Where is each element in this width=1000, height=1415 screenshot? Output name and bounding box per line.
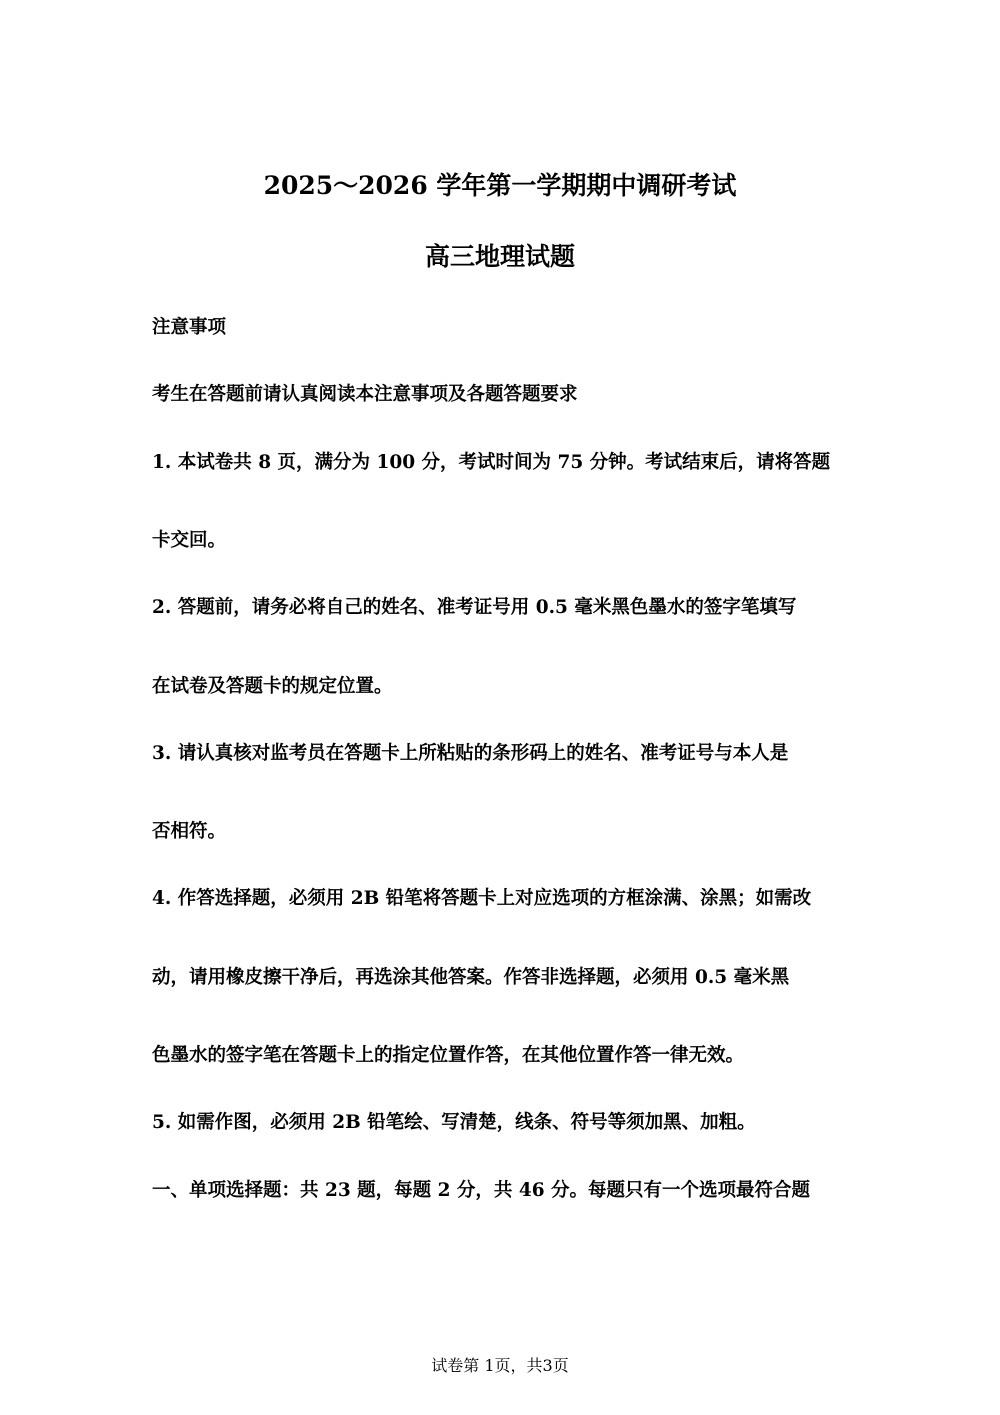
notice-item-line: 4. 作答选择题，必须用 2B 铅笔将答题卡上对应选项的方框涂满、涂黑；如需改 xyxy=(152,888,812,909)
notice-item-line: 卡交回。 xyxy=(152,530,227,551)
notice-item-line: 在试卷及答题卡的规定位置。 xyxy=(152,676,393,697)
section-heading: 一、单项选择题：共 23 题，每题 2 分，共 46 分。每题只有一个选项最符合题 xyxy=(152,1180,811,1201)
notice-item-line: 色墨水的签字笔在答题卡上的指定位置作答，在其他位置作答一律无效。 xyxy=(152,1045,745,1066)
page-footer: 试卷第 1页，共3页 xyxy=(431,1356,569,1375)
notice-intro: 考生在答题前请认真阅读本注意事项及各题答题要求 xyxy=(152,384,578,405)
notice-item-line: 1. 本试卷共 8 页，满分为 100 分，考试时间为 75 分钟。考试结束后，请将答题 xyxy=(152,452,831,473)
notice-item-line: 2. 答题前，请务必将自己的姓名、准考证号用 0.5 毫米黑色墨水的签字笔填写 xyxy=(152,597,797,618)
subject-title: 高三地理试题 xyxy=(424,242,575,271)
notice-heading: 注意事项 xyxy=(152,317,227,338)
exam-title: 2025～2026 学年第一学期期中调研考试 xyxy=(263,171,737,200)
notice-item-line: 否相符。 xyxy=(152,821,227,842)
notice-item-line: 5. 如需作图，必须用 2B 铅笔绘、写清楚，线条、符号等须加黑、加粗。 xyxy=(152,1112,756,1133)
notice-item-line: 动，请用橡皮擦干净后，再选涂其他答案。作答非选择题，必须用 0.5 毫米黑 xyxy=(152,967,790,988)
notice-item-line: 3. 请认真核对监考员在答题卡上所粘贴的条形码上的姓名、准考证号与本人是 xyxy=(152,743,789,764)
